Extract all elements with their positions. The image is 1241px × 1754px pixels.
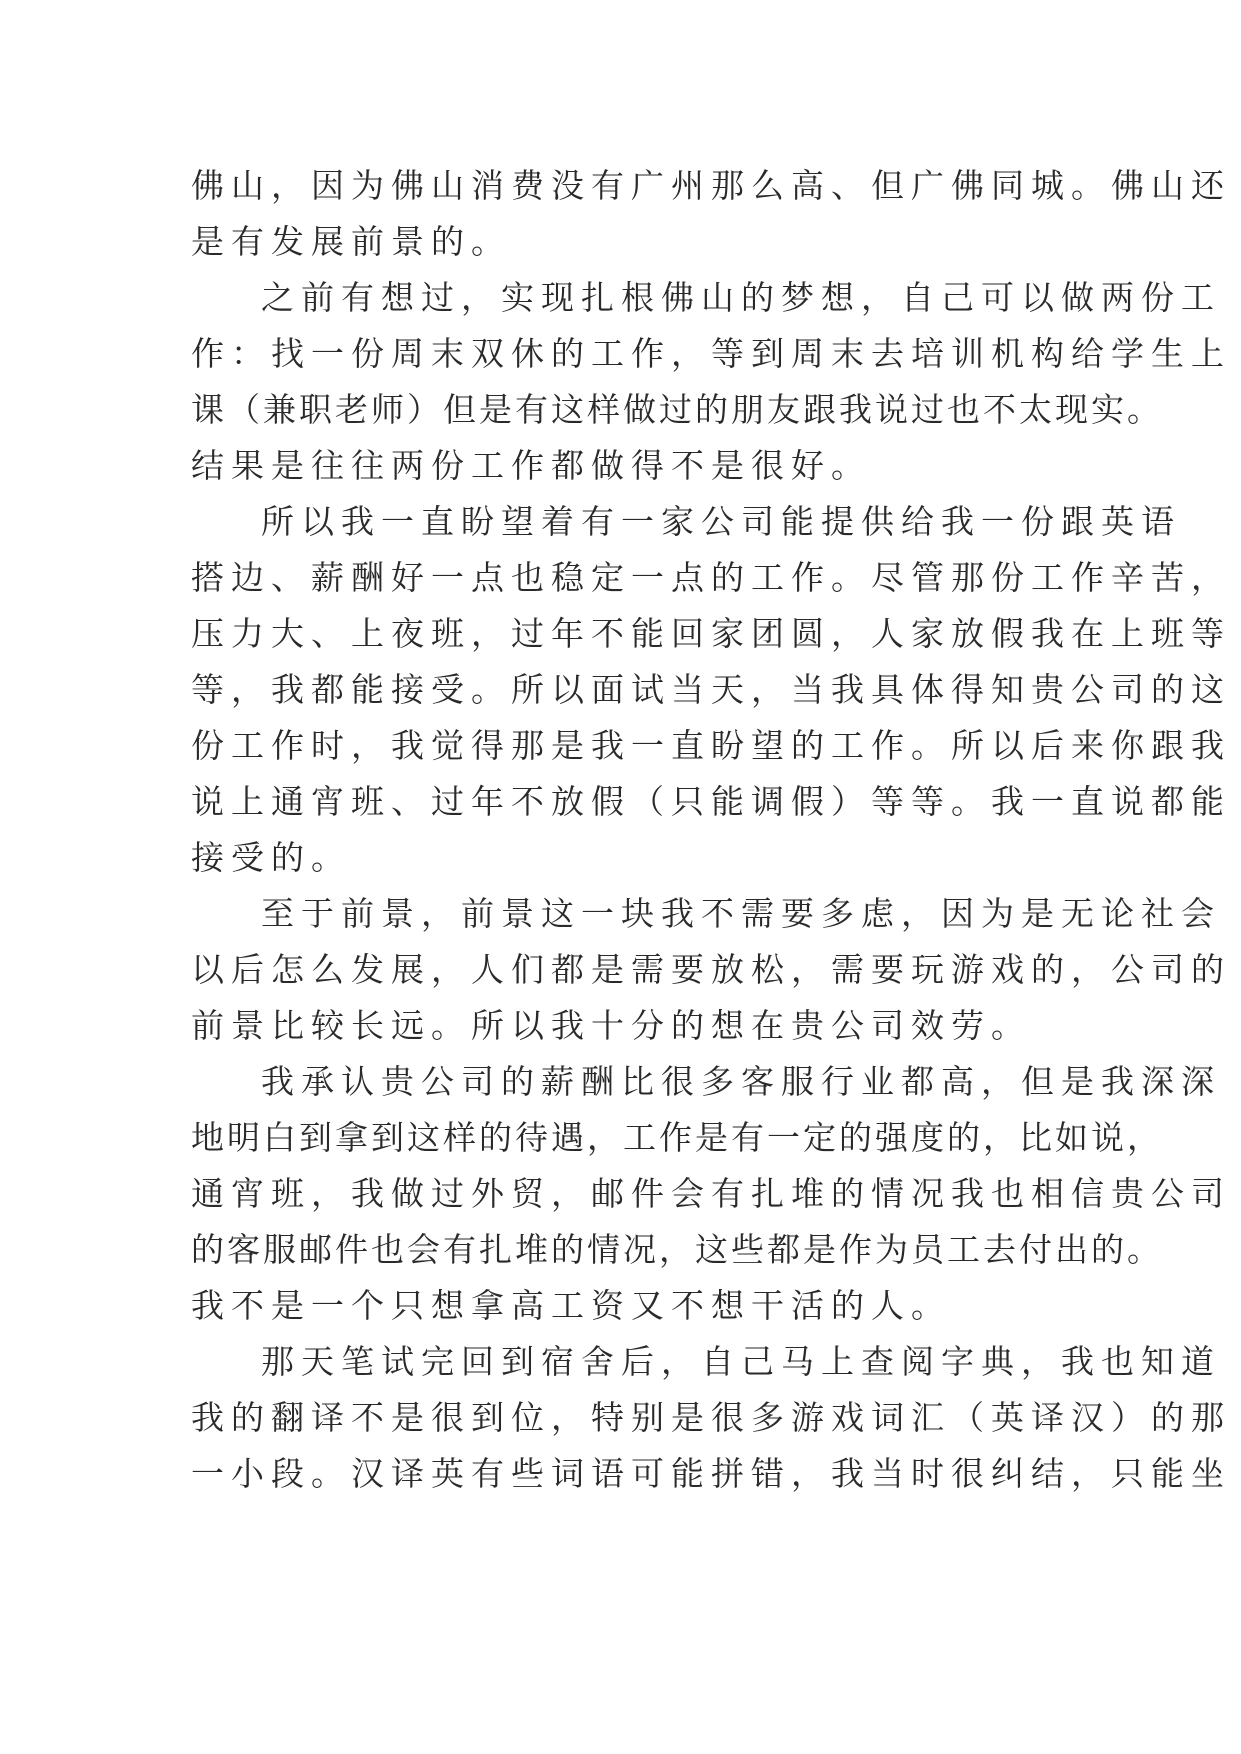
text-line: 说上通宵班、过年不放假（只能调假）等等。我一直说都能	[191, 782, 1231, 821]
text-line: 搭边、薪酬好一点也稳定一点的工作。尽管那份工作辛苦，	[191, 558, 1231, 597]
document-body	[191, 158, 1231, 1502]
text-line: 等，我都能接受。所以面试当天，当我具体得知贵公司的这	[191, 670, 1231, 709]
text-line: 我不是一个只想拿高工资又不想干活的人。	[191, 1286, 951, 1325]
text-line: 课（兼职老师）但是有这样做过的朋友跟我说过也不太现实。	[191, 390, 1163, 429]
paragraph-start-line: 所以我一直盼望着有一家公司能提供给我一份跟英语	[261, 502, 1181, 541]
text-line: 作：找一份周末双休的工作，等到周末去培训机构给学生上	[191, 334, 1231, 373]
paragraph-start-line: 至于前景，前景这一块我不需要多虑，因为是无论社会	[261, 894, 1221, 933]
text-line: 结果是往往两份工作都做得不是很好。	[191, 446, 871, 485]
paragraph-start-line: 我承认贵公司的薪酬比很多客服行业都高，但是我深深	[261, 1062, 1221, 1101]
text-line: 地明白到拿到这样的待遇，工作是有一定的强度的，比如说，	[191, 1118, 1163, 1157]
text-line: 压力大、上夜班，过年不能回家团圆，人家放假我在上班等	[191, 614, 1231, 653]
text-line: 我的翻译不是很到位，特别是很多游戏词汇（英译汉）的那	[191, 1398, 1231, 1437]
text-line: 一小段。汉译英有些词语可能拼错，我当时很纠结，只能坐	[191, 1454, 1231, 1493]
text-line: 前景比较长远。所以我十分的想在贵公司效劳。	[191, 1006, 1031, 1045]
text-line: 通宵班，我做过外贸，邮件会有扎堆的情况我也相信贵公司	[191, 1174, 1231, 1213]
paragraph-start-line: 那天笔试完回到宿舍后，自己马上查阅字典，我也知道	[261, 1342, 1221, 1381]
text-line: 佛山，因为佛山消费没有广州那么高、但广佛同城。佛山还	[191, 166, 1231, 205]
text-line: 接受的。	[191, 838, 351, 877]
text-line: 是有发展前景的。	[191, 222, 511, 261]
paragraph-start-line: 之前有想过，实现扎根佛山的梦想，自己可以做两份工	[261, 278, 1221, 317]
text-line: 的客服邮件也会有扎堆的情况，这些都是作为员工去付出的。	[191, 1230, 1163, 1269]
text-line: 以后怎么发展，人们都是需要放松，需要玩游戏的，公司的	[191, 950, 1231, 989]
text-line: 份工作时，我觉得那是我一直盼望的工作。所以后来你跟我	[191, 726, 1231, 765]
